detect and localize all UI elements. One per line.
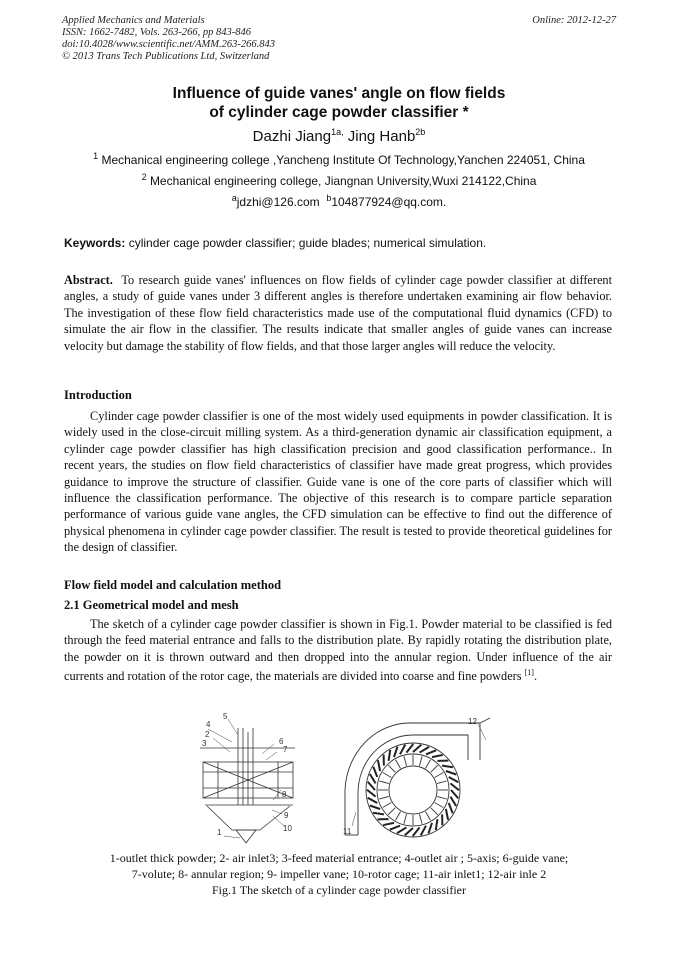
author-1: Dazhi Jiang bbox=[252, 128, 332, 145]
guide-vane bbox=[389, 750, 391, 761]
author-2: Jing Hanb bbox=[347, 128, 416, 145]
citation-1: [1] bbox=[524, 668, 534, 678]
label-5: 5 bbox=[223, 712, 228, 721]
guide-vane bbox=[397, 827, 406, 833]
guide-vane bbox=[428, 823, 432, 833]
impeller-vane bbox=[383, 803, 392, 808]
guide-vane bbox=[449, 777, 459, 782]
impeller-vane bbox=[426, 812, 431, 821]
guide-vane bbox=[370, 774, 376, 783]
guide-vane bbox=[413, 827, 420, 836]
label-12: 12 bbox=[468, 717, 477, 726]
impeller-vane bbox=[419, 814, 422, 824]
guide-vane bbox=[421, 826, 426, 836]
introduction-text: Cylinder cage powder classifier is one of the most widely used equipments in powder classification. It is widely used in the close-circuit milling system. As a third-generation dynamic air classification equipment, a cylinder cage powder classifier has high classification precision and good classification performance.. In recent years, the studies on flow field characteristics of classifier have made great progress, which provides guidance to improve the structure of classifier. Guide vane is one of the core parts of classifier which will influence the classification performance. The objective of this research is to compare particle separation performance of various guide vane angles, the CFD simulation can be effective to find out the difference of physical phenomena in cylinder cage powder classifier. The result is tested to provide theoretical guidelines for the design of classifier. bbox=[64, 409, 612, 555]
impeller-vane bbox=[396, 812, 401, 821]
impeller-vane bbox=[431, 808, 438, 815]
cone-left bbox=[207, 806, 232, 830]
guide-vane bbox=[383, 823, 394, 825]
guide-vane bbox=[420, 747, 429, 753]
label-10: 10 bbox=[283, 824, 292, 833]
section-2-1-heading: 2.1 Geometrical model and mesh bbox=[64, 598, 239, 612]
author-1-sup: 1a, bbox=[331, 127, 344, 137]
figure-caption: Fig.1 The sketch of a cylinder cage powder classifier bbox=[211, 883, 467, 897]
impeller-vane bbox=[437, 781, 447, 784]
label-7: 7 bbox=[283, 745, 288, 754]
email-b: 104877924@qq.com. bbox=[331, 195, 447, 209]
guide-vane bbox=[390, 826, 400, 830]
guide-vane bbox=[426, 750, 436, 754]
guide-vane bbox=[373, 767, 377, 777]
journal-doi: doi:10.4028/www.scientific.net/AMM.263-266.843 bbox=[62, 39, 275, 50]
impeller-vane bbox=[426, 760, 431, 769]
journal-name: Applied Mechanics and Materials bbox=[62, 15, 205, 26]
email-a: jdzhi@126.com bbox=[236, 195, 320, 209]
aff-2-text: Mechanical engineering college, Jiangnan University,Wuxi 214122,China bbox=[149, 174, 537, 188]
label-2: 2 bbox=[205, 730, 210, 739]
guide-vane bbox=[378, 760, 380, 771]
email-b-mark: b bbox=[326, 193, 332, 203]
label-9: 9 bbox=[284, 811, 289, 820]
guide-vane bbox=[367, 790, 376, 797]
guide-vane bbox=[368, 798, 378, 803]
label-3: 3 bbox=[202, 739, 207, 748]
guide-vane bbox=[400, 745, 405, 755]
guide-vane bbox=[442, 766, 453, 768]
aff-1-mark: 1 bbox=[93, 151, 99, 161]
impeller-vane bbox=[388, 808, 395, 815]
impeller-vane bbox=[388, 765, 395, 772]
label-1: 1 bbox=[217, 828, 222, 837]
guide-vane bbox=[394, 747, 398, 757]
abstract-text: To research guide vanes' influences on flow fields of cylinder cage powder classifier at different angles, a study of guide vanes under 3 different angles is therefore undertaken examining air flow behavior. The investigation of these flow field characteristics made use of the computational fluid dynamics (CFD) to simulate the air flow in the classifier. The results indicate that smaller angles of guide vanes can increase velocity but damage the stability of flow fields, and that those larger angles will reduce the velocity. bbox=[64, 273, 612, 353]
impeller-vane bbox=[379, 781, 389, 784]
impeller-vane bbox=[379, 796, 389, 799]
aff-1-text: Mechanical engineering college ,Yancheng Institute Of Technology,Yanchen 224051, China bbox=[101, 153, 585, 167]
journal-issn: ISSN: 1662-7482, Vols. 263-266, pp 843-846 bbox=[62, 27, 251, 38]
side-view-leaders bbox=[208, 719, 285, 838]
guide-vane bbox=[406, 744, 413, 753]
impeller-vane bbox=[404, 814, 407, 824]
impeller-vanes bbox=[378, 755, 448, 825]
impeller-vane bbox=[419, 756, 422, 766]
guide-vane bbox=[450, 797, 456, 806]
introduction-heading: Introduction bbox=[64, 388, 132, 402]
guide-vane bbox=[446, 809, 448, 820]
side-view-labels bbox=[202, 712, 292, 837]
aff-2-mark: 2 bbox=[141, 172, 147, 182]
guide-vane bbox=[405, 828, 413, 835]
label-6: 6 bbox=[279, 737, 284, 746]
figure-legend-1: 1-outlet thick powder; 2- air inlet3; 3-feed material entrance; 4-outlet air ; 5-axis; 6-guide vane; bbox=[109, 851, 569, 865]
guide-vane bbox=[373, 813, 384, 815]
email-a-mark: a bbox=[231, 193, 237, 203]
rotor-hub bbox=[389, 766, 437, 814]
journal-copyright: © 2013 Trans Tech Publications Ltd, Switzerland bbox=[62, 51, 270, 62]
author-2-sup: 2b bbox=[415, 127, 426, 137]
guide-vane bbox=[370, 805, 380, 809]
outlet-cone bbox=[236, 830, 256, 843]
label-4: 4 bbox=[206, 720, 211, 729]
guide-vane bbox=[449, 803, 453, 813]
guide-vane bbox=[413, 745, 421, 752]
top-view-leaders bbox=[352, 724, 486, 826]
guide-vane bbox=[450, 783, 459, 790]
figure-legend-2: 7-volute; 8- annular region; 9- impeller vane; 10-rotor cage; 11-air inlet1; 12-air inle 2 bbox=[131, 867, 547, 881]
impeller-vane bbox=[404, 756, 407, 766]
guide-vane bbox=[436, 819, 438, 830]
impeller-vane bbox=[431, 765, 438, 772]
section-2-1-end: . bbox=[533, 669, 538, 684]
guide-vane bbox=[446, 771, 456, 775]
impeller-vane bbox=[383, 773, 392, 778]
section-2-1-body: The sketch of a cylinder cage powder classifier is shown in Fig.1. Powder material to be classified is fed through the feed material entrance and falls to the distribution plate. By rapidly rotating the distribution plate, the powder on it is thrown outward and then dropped into the annular region. Under influence of the air currents and rotation of the rotor cage, the materials are divided into coarse and fine powders bbox=[64, 617, 612, 684]
impeller-vane bbox=[396, 760, 401, 769]
guide-vane bbox=[368, 782, 375, 790]
title-line-2: of cylinder cage powder classifier * bbox=[209, 104, 469, 121]
impeller-vane bbox=[437, 796, 447, 799]
impeller-vane bbox=[435, 773, 444, 778]
label-8: 8 bbox=[282, 790, 287, 799]
impeller-vane bbox=[435, 803, 444, 808]
title-line-1: Influence of guide vanes' angle on flow fields bbox=[172, 85, 506, 102]
abstract-label: Abstract. bbox=[64, 273, 113, 287]
label-11: 11 bbox=[343, 827, 352, 836]
section-2-heading: Flow field model and calculation method bbox=[64, 578, 282, 592]
top-view-diagram bbox=[345, 718, 490, 837]
keywords-text: cylinder cage powder classifier; guide blades; numerical simulation. bbox=[128, 236, 487, 250]
guide-vane bbox=[432, 755, 443, 757]
guide-vane bbox=[451, 790, 458, 798]
keywords-label: Keywords: bbox=[64, 236, 126, 250]
online-date: Online: 2012-12-27 bbox=[532, 15, 616, 26]
